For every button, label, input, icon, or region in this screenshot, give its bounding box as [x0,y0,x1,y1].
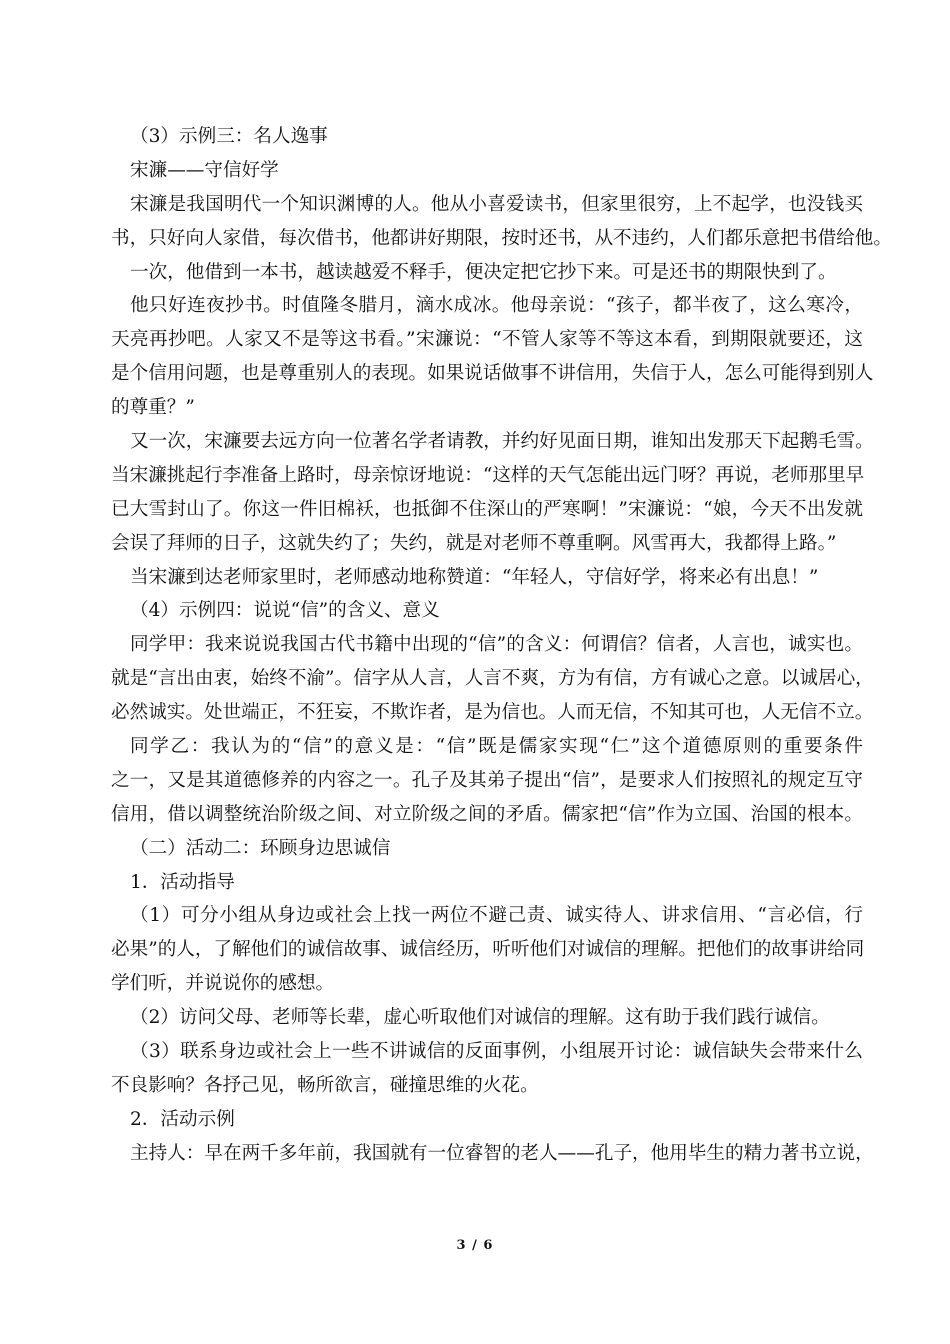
text-line: 是个信用问题，也是尊重别人的表现。如果说话做事不讲信用，失信于人，怎么可能得到别人 [111,363,874,385]
text-line: 1．活动指导 [130,871,235,893]
text-line: 宋濂——守信好学 [130,159,279,181]
text-line: 不良影响？各抒己见，畅所欲言，碰撞思维的火花。 [111,1074,539,1096]
text-line: 当宋濂挑起行李准备上路时，母亲惊讶地说：“这样的天气怎能出远门呀？再说，老师那里早 [111,464,865,486]
text-line: 又一次，宋濂要去远方向一位著名学者请教，并约好见面日期，谁知出发那天下起鹅毛雪。 [130,431,874,453]
text-line: 主持人：早在两千多年前，我国就有一位睿智的老人——孔子，他用毕生的精力著书立说， [130,1142,874,1164]
text-line: （1）可分小组从身边或社会上找一两位不避己责、诚实待人、讲求信用、“言必信，行 [130,905,863,927]
text-line: （二）活动二：环顾身边思诚信 [130,837,391,859]
text-line: 同学乙：我认为的“信”的意义是：“信”既是儒家实现“仁”这个道德原则的重要条件 [130,736,863,758]
text-line: （3）联系身边或社会上一些不讲诚信的反面事例，小组展开讨论：诚信缺失会带来什么 [130,1041,863,1063]
text-line: 书，只好向人家借，每次借书，他都讲好期限，按时还书，从不违约，人们都乐意把书借给他。 [111,227,892,249]
text-line: 当宋濂到达老师家里时，老师感动地称赞道：“年轻人，守信好学，将来必有出息！” [130,566,819,588]
document-body [111,120,892,1171]
text-line: 2．活动示例 [130,1108,235,1130]
text-line: （3）示例三：名人逸事 [130,126,328,147]
text-line: 必果”的人，了解他们的诚信故事、诚信经历，听听他们对诚信的理解。把他们的故事讲给同 [111,939,865,961]
text-line: 学们听，并说说你的感想。 [111,973,335,995]
text-line: 一次，他借到一本书，越读越爱不释手，便决定把它抄下来。可是还书的期限快到了。 [130,261,837,283]
text-line: 宋濂是我国明代一个知识渊博的人。他从小喜爱读书，但家里很穷，上不起学，也没钱买 [130,193,863,215]
text-line: （4）示例四：说说“信”的含义、意义 [130,600,440,622]
text-line: （2）访问父母、老师等长辈，虚心听取他们对诚信的理解。这有助于我们践行诚信。 [130,1007,830,1029]
text-line: 天亮再抄吧。人家又不是等这书看。”宋濂说：“不管人家等不等这本看，到期限就要还，这 [111,329,863,351]
text-line: 他只好连夜抄书。时值隆冬腊月，滴水成冰。他母亲说：“孩子，都半夜了，这么寒冷， [130,295,863,317]
text-line: 已大雪封山了。你这一件旧棉袄，也抵御不住深山的严寒啊！”宋濂说：“娘，今天不出发就 [111,498,863,520]
text-line: 之一，又是其道德修养的内容之一。孔子及其弟子提出“信”，是要求人们按照礼的规定互守 [111,769,863,791]
text-line: 同学甲：我来说说我国古代书籍中出现的“信”的含义：何谓信？信者，人言也，诚实也。 [130,634,863,656]
page-number: 3 / 6 [456,1238,494,1253]
text-line: 必然诚实。处世端正，不狂妄，不欺诈者，是为信也。人而无信，不知其可也，人无信不立。 [111,702,874,724]
text-line: 信用，借以调整统治阶级之间、对立阶级之间的矛盾。儒家把“信”作为立国、治国的根本。 [111,803,863,825]
text-line: 会误了拜师的日子，这就失约了；失约，就是对老师不尊重啊。风雪再大，我都得上路。” [111,532,837,554]
text-line: 的尊重？” [111,397,195,419]
text-line: 就是“言出由衷，始终不渝”。信字从人言，人言不爽，方为有信，方有诚心之意。以诚居心， [111,668,874,690]
